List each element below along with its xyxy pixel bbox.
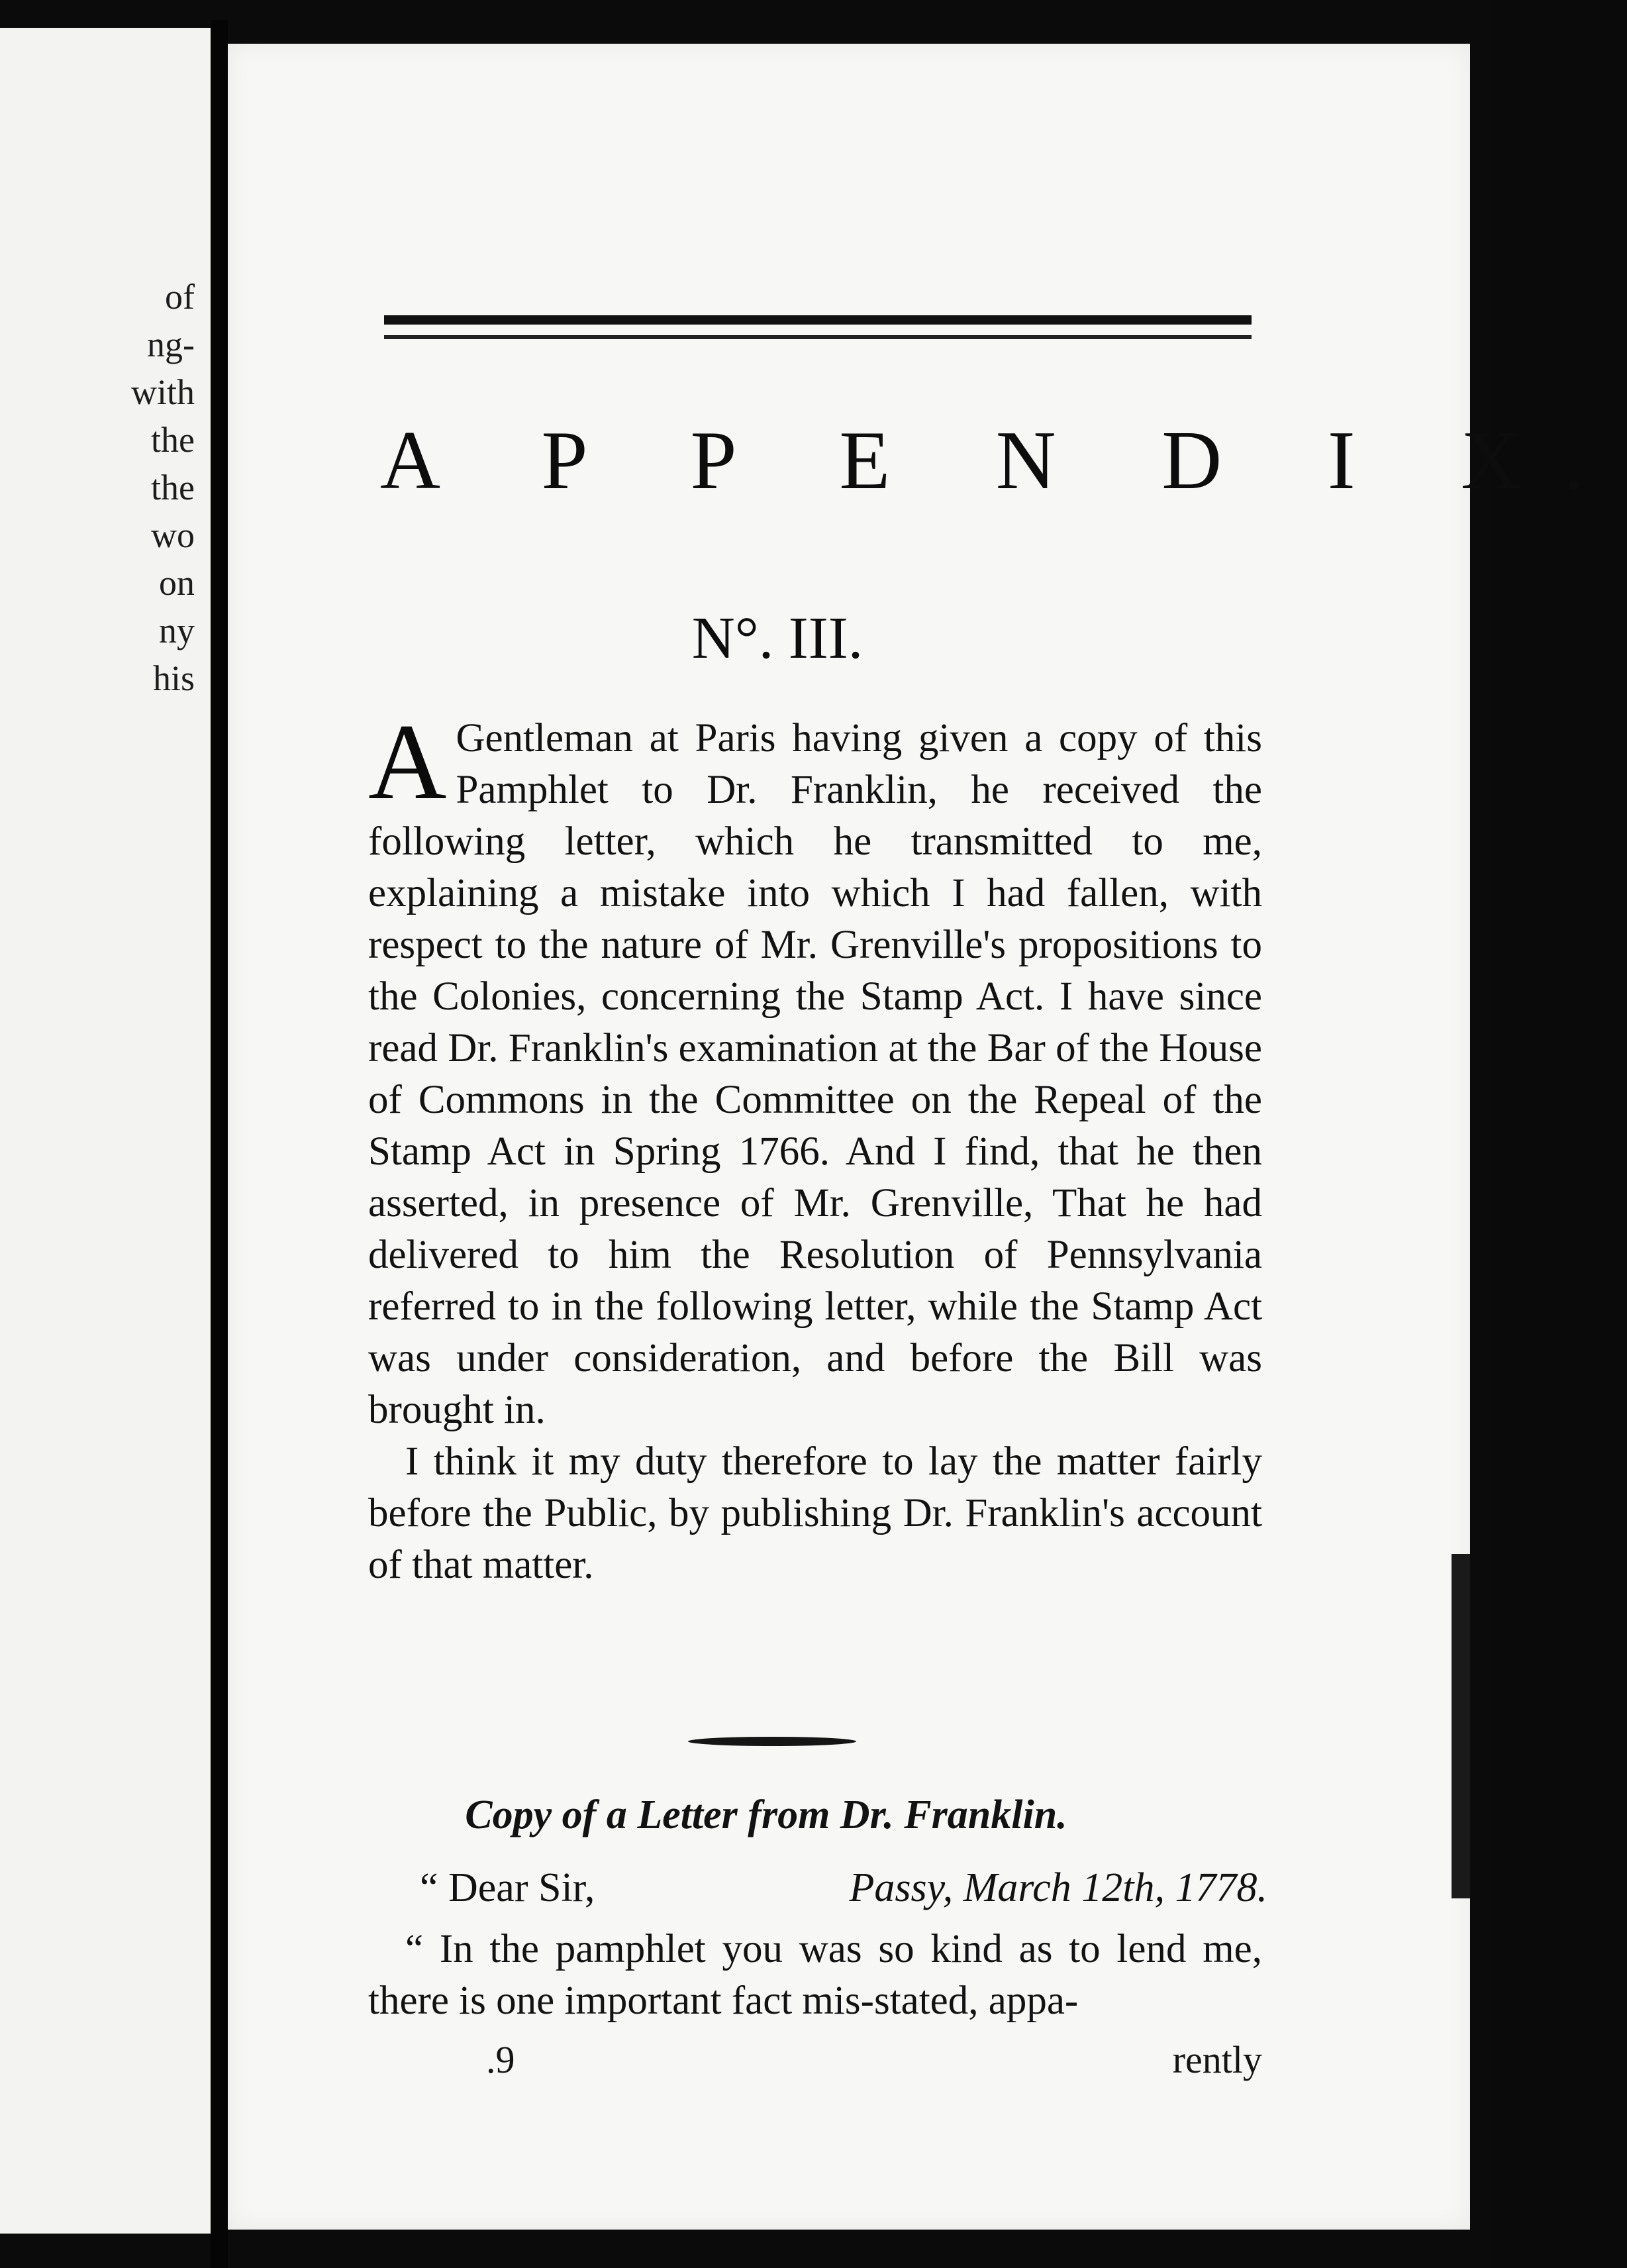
second-paragraph: I think it my duty therefore to lay the matter fairly before the Public, by publishing Dr. Franklin's account of that matter. — [368, 1439, 1262, 1587]
section-ornament — [688, 1737, 856, 1746]
intro-paragraph — [368, 702, 1262, 1436]
adjacent-page — [0, 28, 211, 2234]
fragment-line: wo — [151, 515, 195, 555]
fragment-line: ny — [159, 611, 195, 650]
fragment-line: ng- — [147, 325, 195, 364]
intro-paragraph-text: Gentleman at Paris having given a copy of this Pamphlet to Dr. Franklin, he received the following letter, which he transmitted to me, explaining a mistake into which I had fallen, with respect to the nature of Mr. Grenville's propositions to the Colonies, concerning the Stamp Act. I have since read Dr. Franklin's examination at the Bar of the House of Commons in the Committee on the Repeal of the Stamp Act in Spring 1766. And I find, that he then asserted, in presence of Mr. Grenville, That he had delivered to him the Resolution of Pennsylvania referred to in the following letter, while the Stamp Act was under consideration, and before the Bill was brought in. — [368, 716, 1262, 1432]
appendix-page — [228, 44, 1627, 2230]
header-rule-thick — [384, 315, 1252, 325]
letter-paragraph: “ In the pamphlet you was so kind as to lend me, there is one important fact mis-stated, appa- — [368, 1927, 1262, 2023]
page-gutter — [211, 20, 228, 2268]
appendix-number: N°. III. — [691, 605, 863, 671]
fragment-line: his — [152, 658, 195, 698]
dateline: Passy, March 12th, 1778. — [849, 1865, 1267, 1910]
salutation: “ Dear Sir, — [420, 1865, 595, 1910]
letter-body — [368, 1924, 1262, 2027]
signature-mark: .9 — [486, 2038, 515, 2081]
page-edge-shadow — [1452, 1554, 1470, 1898]
fragment-line: with — [130, 372, 195, 412]
fragment-line: the — [151, 468, 195, 507]
header-rule-thin — [384, 335, 1252, 339]
intro-text — [368, 702, 1262, 1591]
catchword: rently — [1172, 2038, 1262, 2081]
fragment-line: of — [165, 277, 195, 317]
adjacent-page-fragments — [122, 273, 195, 702]
letter-title: Copy of a Letter from Dr. Franklin. — [465, 1792, 1067, 1837]
fragment-line: the — [151, 420, 195, 460]
appendix-title: A P P E N D I X. — [380, 415, 1627, 507]
drop-cap: A — [368, 702, 447, 822]
fragment-line: on — [159, 563, 195, 603]
